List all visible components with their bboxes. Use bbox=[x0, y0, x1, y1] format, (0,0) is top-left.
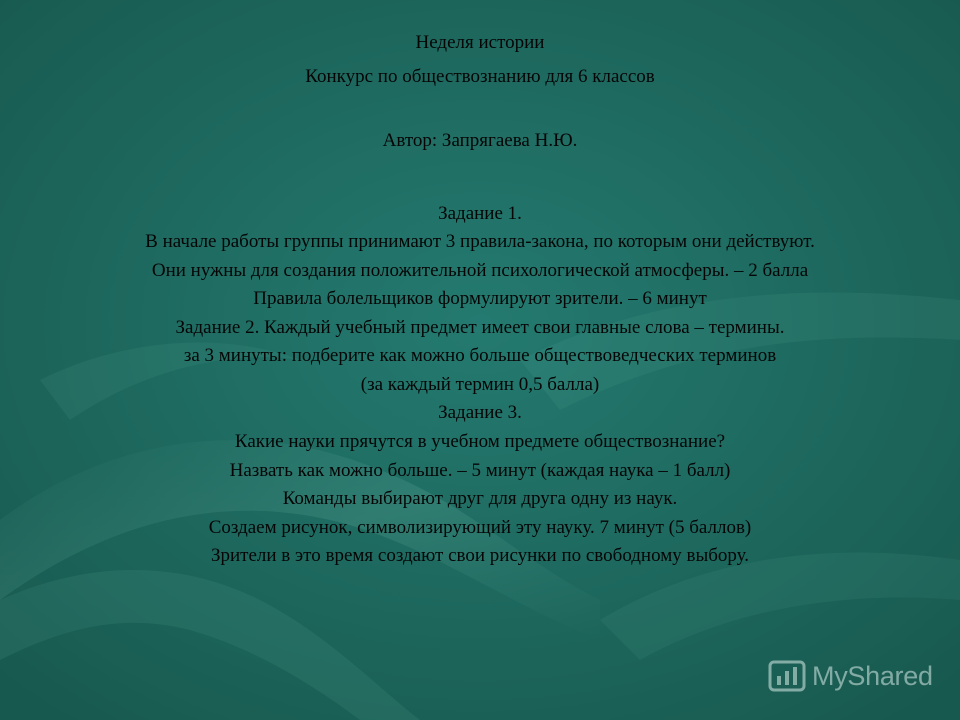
body-line: Они нужны для создания положительной психологической атмосферы. – 2 балла bbox=[151, 260, 809, 281]
myshared-logo-icon bbox=[768, 658, 806, 694]
body-line: Команды выбирают друг для друга одну из наук. bbox=[282, 488, 678, 509]
body-line: Создаем рисунок, символизирующий эту науку. 7 минут (5 баллов) bbox=[208, 517, 752, 538]
body-line: Задание 3. bbox=[438, 402, 522, 423]
body-line: В начале работы группы принимают 3 правила-закона, по которым они действуют. bbox=[145, 231, 815, 252]
body-line: за 3 минуты: подберите как можно больше обществоведческих терминов bbox=[183, 345, 777, 366]
body-line: Зрители в это время создают свои рисунки по свободному выбору. bbox=[210, 545, 750, 566]
body-line: Задание 2. Каждый учебный предмет имеет свои главные слова – термины. bbox=[175, 317, 785, 338]
slide-title: Неделя истории bbox=[415, 32, 545, 53]
slide-subtitle: Конкурс по обществознанию для 6 классов bbox=[305, 66, 655, 87]
body-line: (за каждый термин 0,5 балла) bbox=[360, 374, 600, 395]
body-line: Задание 1. bbox=[438, 203, 522, 224]
body-line: Какие науки прячутся в учебном предмете обществознание? bbox=[234, 431, 726, 452]
body-line: Назвать как можно больше. – 5 минут (каждая наука – 1 балл) bbox=[229, 460, 731, 481]
slide-author: Автор: Запрягаева Н.Ю. bbox=[382, 130, 578, 151]
myshared-watermark bbox=[768, 656, 933, 696]
body-line: Правила болельщиков формулируют зрители. – 6 минут bbox=[253, 288, 707, 309]
myshared-brand-text: MyShared bbox=[812, 660, 933, 691]
